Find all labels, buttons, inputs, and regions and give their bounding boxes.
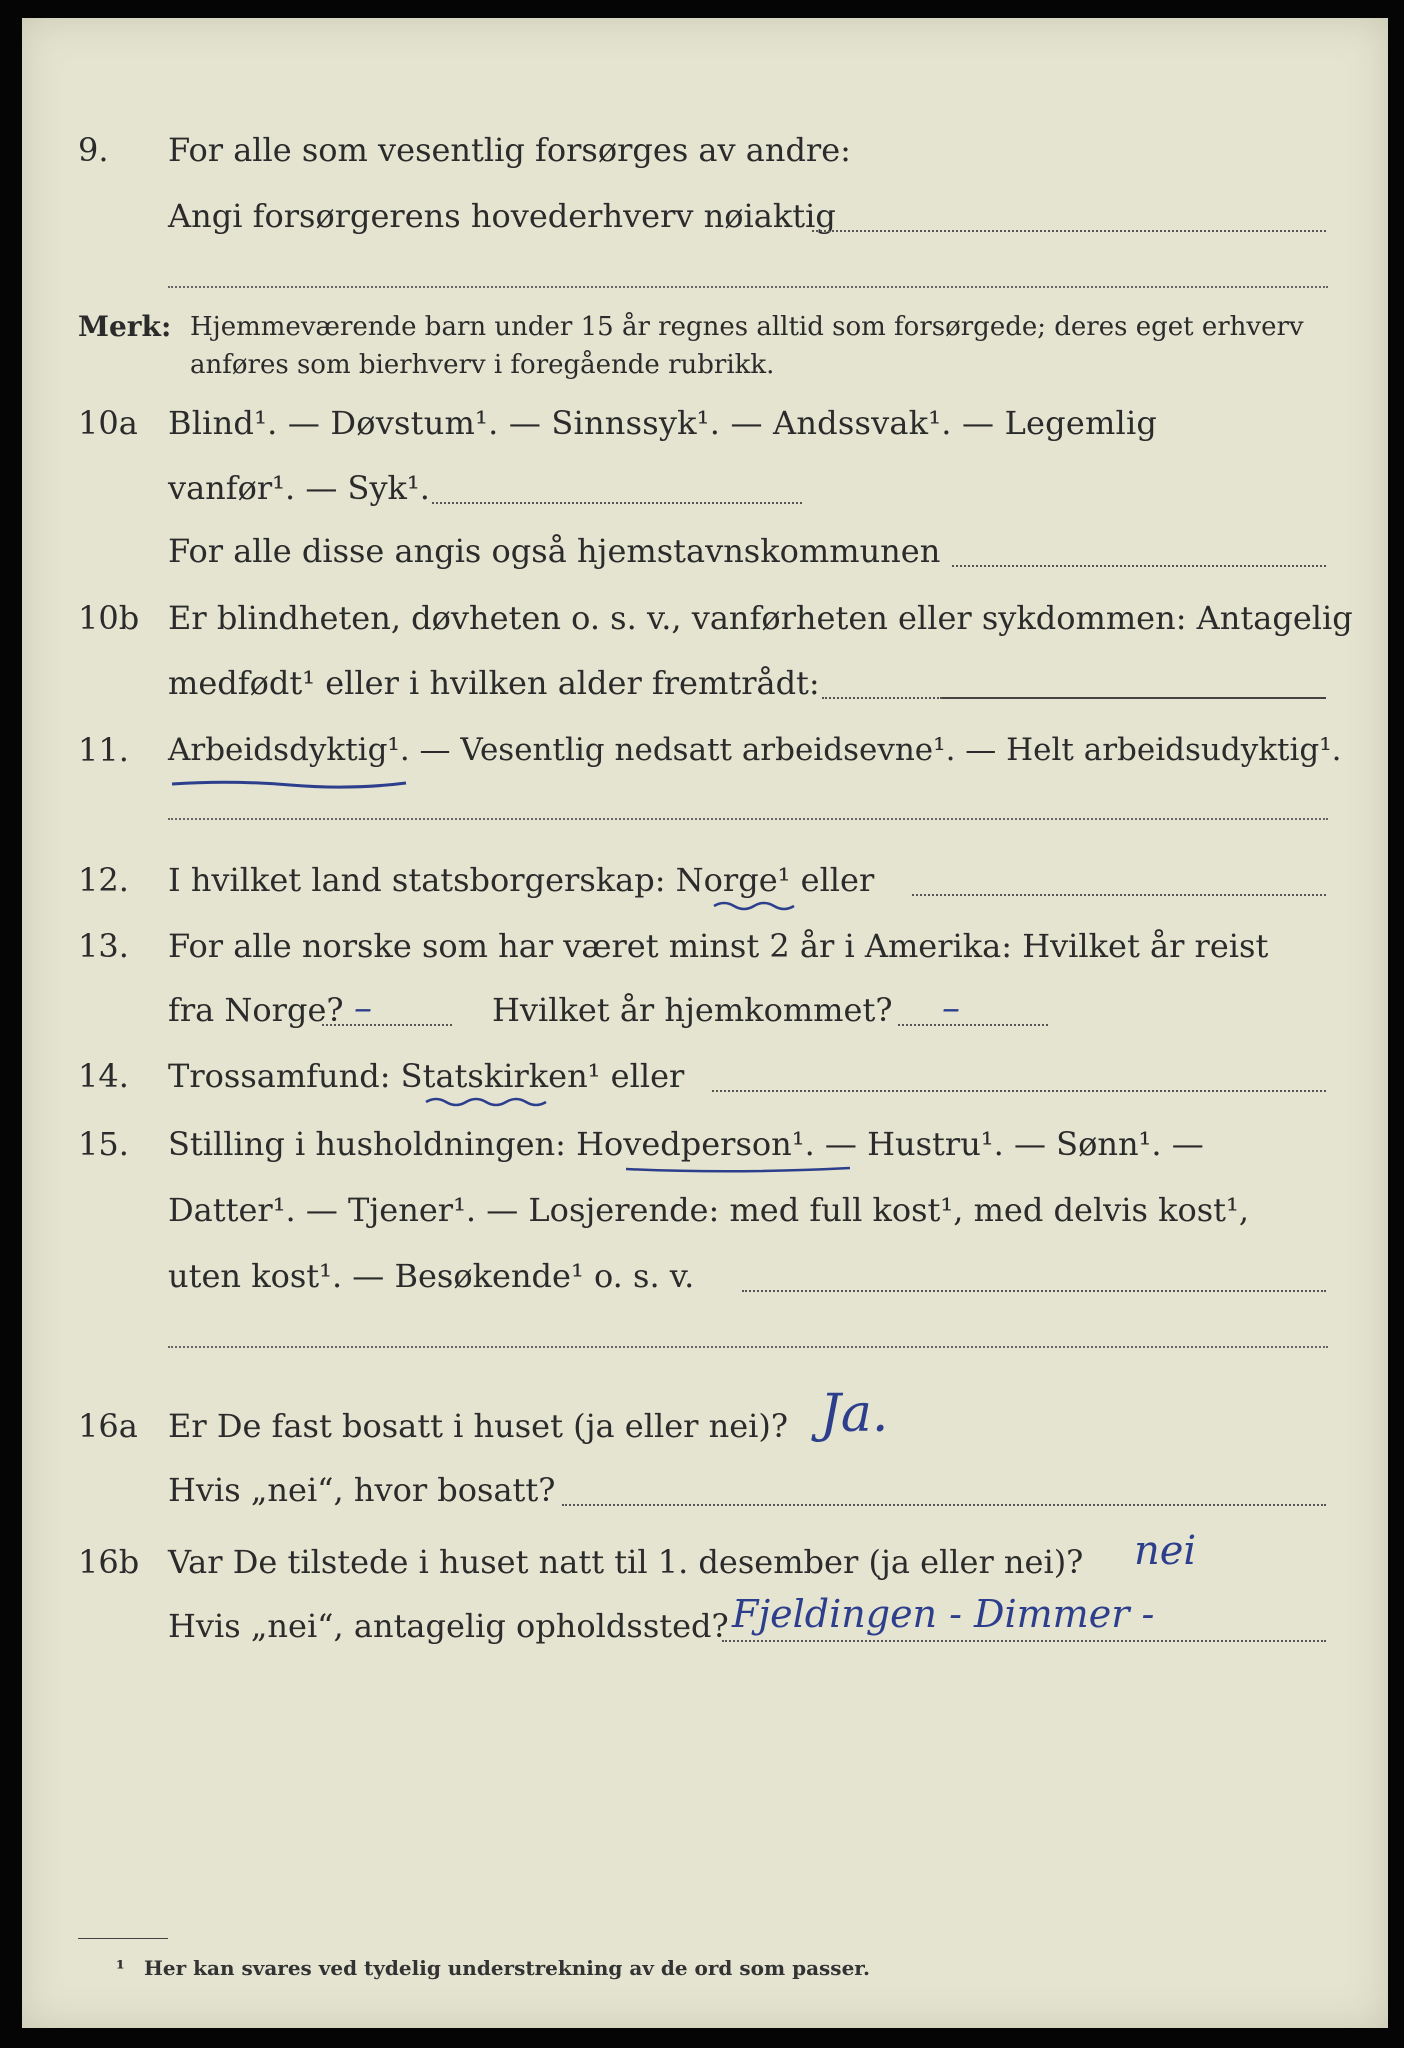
q12-underline: [712, 900, 802, 912]
merk-text-2: anføres som bierhverv i foregående rubrikk.: [190, 350, 775, 380]
q13-text-2a: fra Norge?: [168, 991, 344, 1029]
q16b-text-2: Hvis „nei“, antagelig opholdssted?: [168, 1607, 729, 1645]
separator: [168, 286, 1328, 288]
q12-number: 12.: [78, 861, 129, 899]
q13-answer-line-2: [898, 1024, 1048, 1026]
q13-handwritten-2: –: [942, 988, 960, 1029]
q10a-answer-line: [432, 502, 802, 504]
q14-underline: [424, 1096, 564, 1108]
q15-underline: [624, 1164, 854, 1176]
q12-answer-line: [912, 894, 1326, 896]
q15-text-2: Datter¹. — Tjener¹. — Losjerende: med full kost¹, med delvis kost¹,: [168, 1191, 1250, 1229]
q10b-number: 10b: [78, 599, 140, 637]
q10a-text-3: For alle disse angis også hjemstavnskommunen: [168, 532, 941, 570]
q15-text-3: uten kost¹. — Besøkende¹ o. s. v.: [168, 1257, 695, 1295]
q10b-answer-dots: [822, 697, 942, 699]
q11-number: 11.: [78, 731, 129, 769]
footnote-text: Her kan svares ved tydelig understrekning av de ord som passer.: [144, 1956, 870, 1980]
q16b-handwritten-answer: nei: [1134, 1528, 1197, 1574]
q15-number: 15.: [78, 1125, 129, 1163]
q11-text: Arbeidsdyktig¹. — Vesentlig nedsatt arbeidsevne¹. — Helt arbeidsudyktig¹.: [168, 732, 1342, 768]
q13-answer-line-1: [322, 1024, 452, 1026]
q16a-answer-line: [562, 1504, 1326, 1506]
q10b-text: Er blindheten, døvheten o. s. v., vanførheten eller sykdommen: Antagelig: [168, 599, 1353, 637]
footnote-mark: ¹: [116, 1956, 125, 1980]
separator: [168, 1346, 1328, 1348]
q10a-text: Blind¹. — Døvstum¹. — Sinnssyk¹. — Andssvak¹. — Legemlig: [168, 404, 1158, 442]
separator: [168, 818, 1328, 820]
q13-handwritten-1: –: [354, 988, 372, 1029]
q16b-text: Var De tilstede i huset natt til 1. desember (ja eller nei)?: [168, 1543, 1084, 1581]
q16a-text-2: Hvis „nei“, hvor bosatt?: [168, 1471, 556, 1509]
footnote-rule: [78, 1938, 168, 1939]
q12-text: I hvilket land statsborgerskap: Norge¹ eller: [168, 861, 875, 899]
census-form-page: [22, 18, 1388, 2028]
q16b-handwritten-place: Fjeldingen - Dimmer -: [732, 1592, 1155, 1636]
q13-text: For alle norske som har været minst 2 år i Amerika: Hvilket år reist: [168, 927, 1269, 965]
q10a-kommune-line: [952, 565, 1326, 567]
q14-number: 14.: [78, 1057, 129, 1095]
q11-underline: [170, 778, 410, 790]
q10a-text-2: vanfør¹. — Syk¹.: [168, 469, 430, 507]
q15-answer-line: [742, 1290, 1326, 1292]
q10b-answer-line: [942, 697, 1326, 699]
q15-text: Stilling i husholdningen: Hovedperson¹. — Hustru¹. — Sønn¹. —: [168, 1125, 1204, 1163]
q16a-number: 16a: [78, 1407, 138, 1445]
q16b-number: 16b: [78, 1543, 140, 1581]
q14-answer-line: [712, 1090, 1326, 1092]
q9-number: 9.: [78, 131, 109, 169]
q9-text-2: Angi forsørgerens hovederhverv nøiaktig: [168, 197, 836, 235]
q16b-answer-line: [722, 1640, 1326, 1642]
q16a-handwritten-answer: Ja.: [820, 1384, 889, 1444]
merk-text: Hjemmeværende barn under 15 år regnes alltid som forsørgede; deres eget erhverv: [190, 312, 1304, 342]
merk-label: Merk:: [78, 310, 172, 343]
q10a-number: 10a: [78, 404, 138, 442]
q16a-text: Er De fast bosatt i huset (ja eller nei)?: [168, 1407, 789, 1445]
q10b-text-2: medfødt¹ eller i hvilken alder fremtrådt:: [168, 664, 820, 702]
q13-text-2b: Hvilket år hjemkommet?: [492, 991, 893, 1029]
q9-answer-line: [812, 230, 1326, 232]
q14-text: Trossamfund: Statskirken¹ eller: [168, 1057, 685, 1095]
q13-number: 13.: [78, 927, 129, 965]
q9-text: For alle som vesentlig forsørges av andre:: [168, 131, 851, 169]
